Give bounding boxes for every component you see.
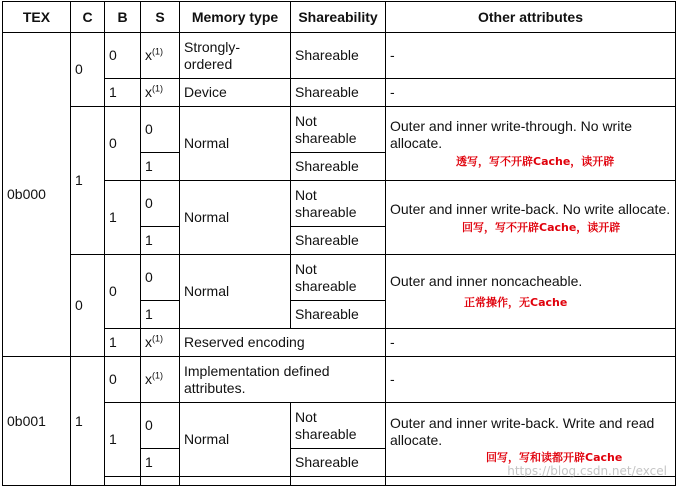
s-cell: 1 [141, 449, 180, 477]
attributes-cell: - [386, 357, 676, 403]
memory-type-cell: Device [180, 79, 291, 107]
shareability-cell: Shareable [291, 301, 386, 329]
header-shareability: Shareability [291, 2, 386, 33]
s-cell: 0 [141, 255, 180, 301]
memory-type-cell: Implementation defined attributes. [180, 357, 386, 403]
tex-cell: 0b000 [3, 33, 71, 357]
attributes-cell: Outer and inner noncacheable. 正常操作，无Cache [386, 255, 676, 329]
c-cell: 1 [71, 107, 105, 255]
s-cell: 0 [141, 403, 180, 449]
memory-attributes-table [2, 1, 676, 486]
c-cell: 0 [71, 255, 105, 357]
table-row [3, 255, 676, 301]
memory-type-cell: Normal [180, 255, 291, 329]
b-cell: 1 [105, 181, 141, 255]
memory-type-cell: Normal [180, 403, 291, 477]
attributes-cell: - [386, 33, 676, 79]
attributes-cell: - [386, 79, 676, 107]
watermark: https://blog.csdn.net/excel [507, 464, 667, 478]
s-cell: 1 [141, 153, 180, 181]
table-row [3, 33, 676, 79]
footnote-ref: (1) [152, 370, 163, 381]
annotation-note: 正常操作，无Cache [464, 296, 568, 309]
s-cell: 1 [141, 301, 180, 329]
header-row [3, 2, 676, 33]
header-b: B [105, 2, 141, 33]
header-memory-type: Memory type [180, 2, 291, 33]
s-cell: $x^{(1)}$ [141, 329, 180, 357]
memory-type-cell: Normal [180, 107, 291, 181]
s-cell: $x^{(1)}$ [141, 79, 180, 107]
s-cell: 0 [141, 181, 180, 227]
header-tex: TEX [3, 2, 71, 33]
attributes-cell: Outer and inner write-back. Write and read allocate. 回写，写和读都开辟Cache [386, 403, 676, 477]
shareability-cell: Not shareable [291, 403, 386, 449]
b-cell: 0 [105, 357, 141, 403]
shareability-cell: Shareable [291, 449, 386, 477]
annotation-note: 回写，写不开辟Cache，读开辟 [462, 220, 621, 234]
attributes-cell: Outer and inner write-through. No write allocate. 透写，写不开辟Cache，读开辟 [386, 107, 676, 181]
shareability-cell: Shareable [291, 33, 386, 79]
table-row [3, 357, 676, 403]
shareability-cell: Not shareable [291, 107, 386, 153]
footnote-ref: (1) [152, 333, 163, 344]
c-cell: 1 [71, 357, 105, 486]
tex-cell: 0b001 [3, 357, 71, 486]
header-s: S [141, 2, 180, 33]
annotation-note: 回写，写和读都开辟Cache [486, 450, 623, 464]
b-cell: 1 [105, 79, 141, 107]
shareability-cell: Shareable [291, 79, 386, 107]
b-cell: 0 [105, 33, 141, 79]
shareability-cell: Shareable [291, 227, 386, 255]
b-cell: 1 [105, 329, 141, 357]
shareability-cell: Shareable [291, 153, 386, 181]
footnote-ref: (1) [152, 83, 163, 94]
footnote-ref: (1) [152, 46, 163, 57]
s-cell: $x^{(1)}$ [141, 357, 180, 403]
table-row [3, 107, 676, 153]
b-cell: 1 [105, 403, 141, 477]
shareability-cell: Not shareable [291, 181, 386, 227]
header-other-attributes: Other attributes [386, 2, 676, 33]
memory-type-cell: Reserved encoding [180, 329, 386, 357]
annotation-note: 透写，写不开辟Cache，读开辟 [456, 155, 615, 168]
s-cell: 1 [141, 227, 180, 255]
attributes-cell: Outer and inner write-back. No write allocate. 回写，写不开辟Cache，读开辟 [386, 181, 676, 255]
attributes-cell: - [386, 329, 676, 357]
memory-type-cell: Normal [180, 181, 291, 255]
c-cell: 0 [71, 33, 105, 107]
header-c: C [71, 2, 105, 33]
b-cell: 0 [105, 107, 141, 181]
s-cell: $x^{(1)}$ [141, 33, 180, 79]
s-cell: 0 [141, 107, 180, 153]
b-cell: 0 [105, 255, 141, 329]
shareability-cell: Not shareable [291, 255, 386, 301]
memory-type-cell: Strongly-ordered [180, 33, 291, 79]
